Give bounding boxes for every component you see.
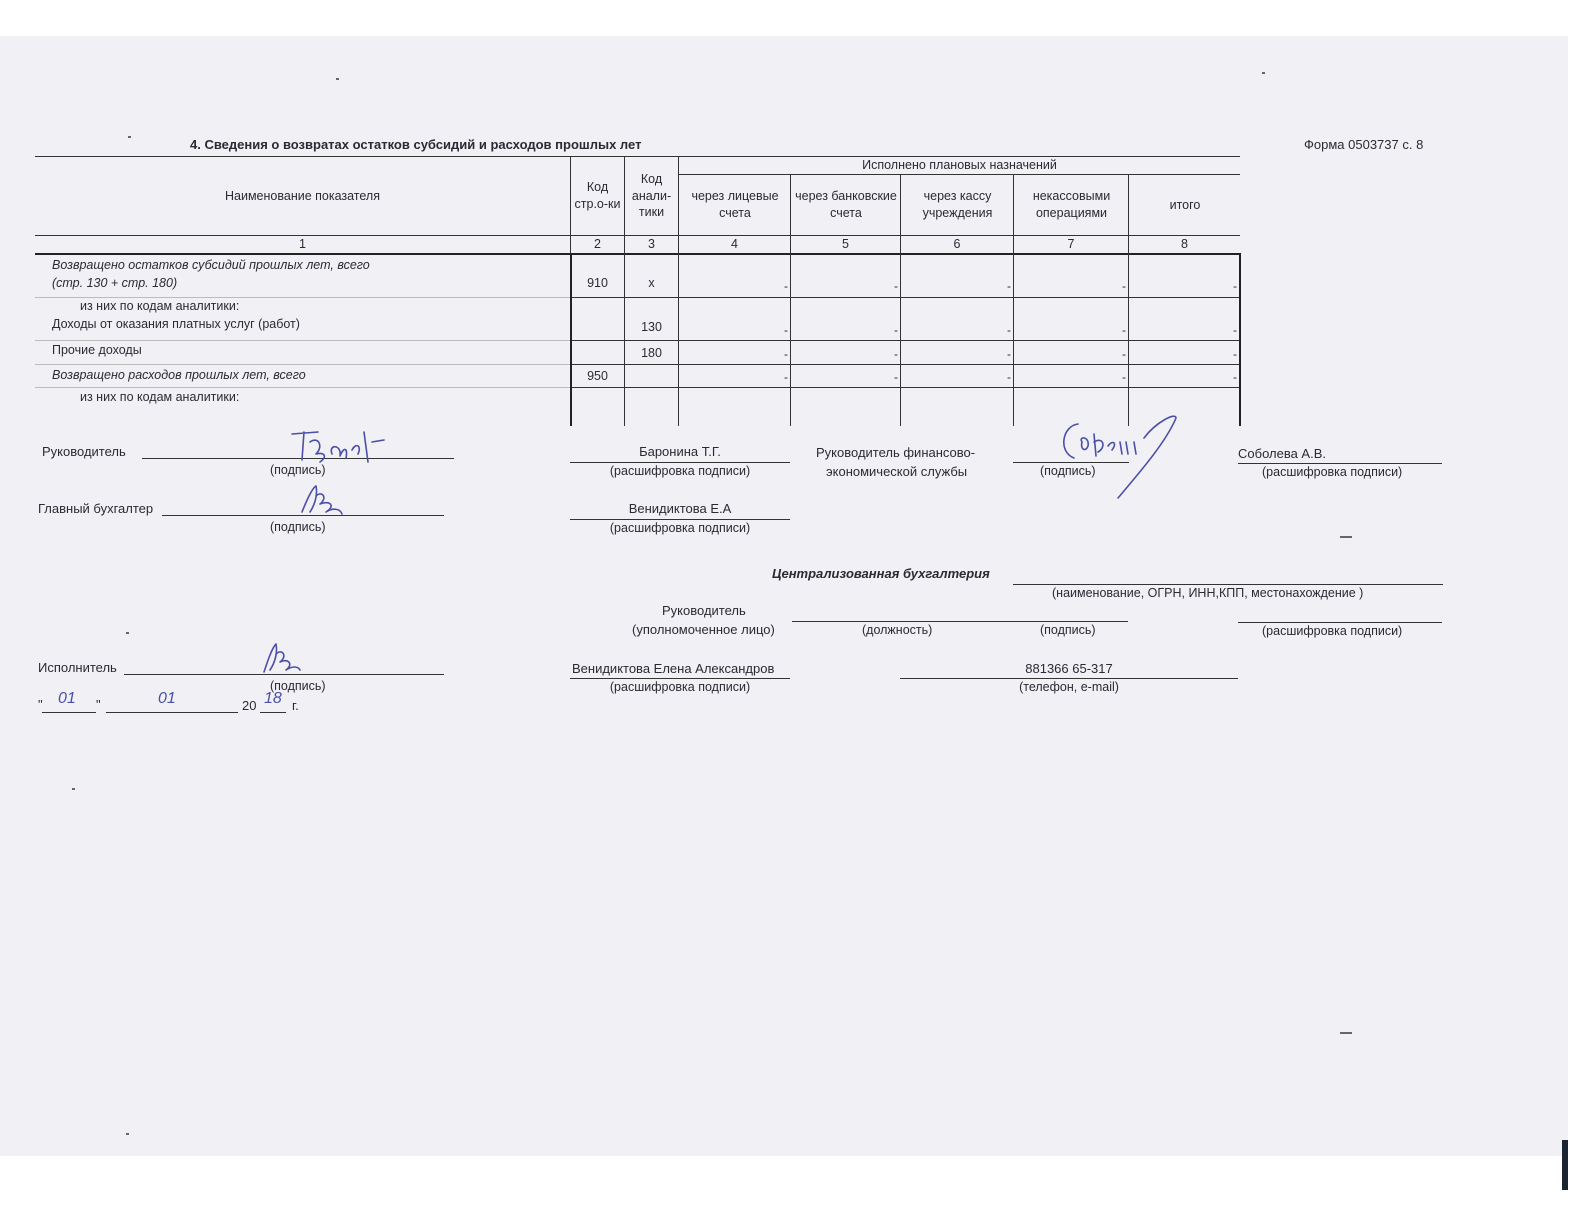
cell-dash: -	[1233, 323, 1237, 337]
cell-dash: -	[1007, 323, 1011, 337]
header-non-cash: некассовыми операциями	[1032, 189, 1111, 220]
decode-caption: (расшифровка подписи)	[1262, 624, 1403, 638]
cell-dash: -	[784, 279, 788, 293]
fin-head-label-2: экономической службы	[826, 464, 968, 479]
decode-caption: (расшифровка подписи)	[1262, 465, 1403, 479]
scan-speck	[126, 1133, 129, 1135]
signature-caption: (подпись)	[270, 679, 326, 693]
central-head-position-line	[792, 621, 1128, 622]
executor-decode-line	[570, 678, 790, 679]
col-divider	[678, 156, 679, 426]
scan-speck	[336, 78, 339, 80]
date-suffix: г.	[292, 698, 299, 713]
col-divider	[790, 174, 791, 426]
date-month: 01	[158, 690, 176, 707]
header-name: Наименование показателя	[225, 188, 380, 203]
central-head-decode-line	[1238, 622, 1442, 623]
cell-dash: -	[1233, 347, 1237, 361]
cell-dash: -	[1007, 279, 1011, 293]
date-year-line	[260, 712, 286, 713]
row-name: Прочие доходы	[52, 343, 142, 357]
scan-speck	[128, 136, 131, 138]
central-head-label: Руководитель	[662, 603, 746, 618]
header-cash-desk: через кассу учреждения	[922, 189, 993, 220]
header-total: итого	[1169, 197, 1201, 212]
chief-accountant-decode-line	[570, 519, 790, 520]
cell-dash: -	[1007, 347, 1011, 361]
fin-head-signature	[1056, 412, 1186, 504]
row-name: Возвращено расходов прошлых лет, всего	[52, 368, 306, 382]
phone-caption: (телефон, e-mail)	[1019, 680, 1119, 694]
cell-dash: -	[894, 370, 898, 384]
cell-dash: -	[784, 323, 788, 337]
table-right-border	[1239, 253, 1241, 426]
scan-speck	[1340, 536, 1352, 538]
central-accounting-caption: (наименование, ОГРН, ИНН,КПП, местонахождение )	[1052, 586, 1364, 600]
date-quote-open: "	[38, 697, 43, 712]
row-analytics: 180	[641, 345, 662, 360]
col-number: 7	[1067, 237, 1075, 252]
row-analytics: 130	[641, 319, 662, 334]
cell-dash: -	[894, 279, 898, 293]
row-name-sub: (стр. 130 + стр. 180)	[52, 276, 178, 290]
fin-head-decode-line	[1238, 463, 1442, 464]
row-divider	[570, 387, 1240, 388]
date-year: 18	[264, 690, 282, 707]
date-day: 01	[58, 690, 76, 707]
header-code-analytics: Код анали-тики	[631, 171, 672, 220]
header-code-row: Код стр.о-ки	[574, 180, 621, 211]
signature-caption: (подпись)	[1040, 623, 1096, 637]
col-divider	[1013, 174, 1014, 426]
date-month-line	[106, 712, 238, 713]
fin-head-label: Руководитель финансово-	[816, 445, 976, 460]
chief-accountant-label: Главный бухгалтер	[38, 501, 154, 516]
row-name: Возвращено остатков субсидий прошлых лет, всего	[52, 258, 370, 272]
scan-speck	[1340, 1032, 1352, 1034]
cell-dash: -	[1122, 323, 1126, 337]
numbers-row-border	[35, 253, 1240, 255]
date-quote-close: "	[96, 697, 101, 712]
scan-speck	[126, 632, 129, 634]
executor-label: Исполнитель	[38, 660, 117, 675]
executor-name: Венидиктова Елена Александров	[572, 661, 775, 676]
col-divider	[1128, 174, 1129, 426]
col-number: 5	[842, 237, 849, 252]
col-number: 2	[594, 237, 601, 252]
central-accounting-label: Централизованная бухгалтерия	[772, 566, 990, 581]
row-name-note: из них по кодам аналитики:	[80, 390, 240, 404]
scan-edge	[1562, 1140, 1568, 1190]
cell-dash: -	[1122, 370, 1126, 384]
chief-accountant-signature	[298, 482, 358, 518]
position-caption: (должность)	[862, 623, 933, 637]
cell-dash: -	[784, 347, 788, 361]
head-label: Руководитель	[42, 444, 126, 459]
decode-caption: (расшифровка подписи)	[609, 464, 751, 478]
decode-caption: (расшифровка подписи)	[609, 680, 751, 694]
signature-caption: (подпись)	[270, 520, 326, 534]
cell-dash: -	[894, 347, 898, 361]
scan-speck	[72, 788, 75, 790]
cell-dash: -	[1233, 279, 1237, 293]
row-code: 950	[587, 368, 608, 383]
col-number: 6	[953, 237, 961, 252]
row-analytics: x	[648, 275, 655, 290]
col-number: 3	[648, 237, 655, 252]
cell-dash: -	[1122, 347, 1126, 361]
head-decode-line	[570, 462, 790, 463]
group-header-divider	[678, 174, 1240, 175]
row-code: 910	[587, 275, 608, 290]
chief-accountant-name: Венидиктова Е.А	[628, 501, 732, 516]
row-divider	[570, 340, 1240, 341]
col-number: 1	[299, 237, 306, 252]
scan-speck	[1262, 72, 1265, 74]
row-name-note: из них по кодам аналитики:	[80, 299, 240, 313]
row-name: Доходы от оказания платных услуг (работ)	[52, 317, 300, 331]
cell-dash: -	[1007, 370, 1011, 384]
executor-phone-line	[900, 678, 1238, 679]
signature-caption: (подпись)	[270, 463, 326, 477]
decode-caption: (расшифровка подписи)	[609, 521, 751, 535]
central-accounting-line	[1013, 584, 1443, 585]
col-number: 4	[731, 237, 738, 252]
head-name: Баронина Т.Г.	[639, 444, 721, 459]
col-divider	[900, 174, 901, 426]
row-divider	[570, 364, 1240, 365]
col-number: 8	[1181, 237, 1188, 252]
cell-dash: -	[1233, 370, 1237, 384]
cell-dash: -	[894, 323, 898, 337]
section-title: 4. Сведения о возвратах остатков субсидий и расходов прошлых лет	[190, 137, 642, 152]
executor-signature	[260, 640, 310, 676]
form-reference: Форма 0503737 с. 8	[1304, 137, 1424, 152]
header-bank-accounts: через банковские счета	[795, 189, 897, 220]
date-day-line	[42, 712, 96, 713]
row-divider	[570, 297, 1240, 298]
executor-phone: 881366 65-317	[1025, 661, 1113, 676]
header-group-executed: Исполнено плановых назначений	[862, 157, 1057, 172]
fin-head-name: Соболева А.В.	[1238, 446, 1326, 461]
header-personal-accounts: через лицевые счета	[691, 189, 779, 220]
head-signature	[288, 424, 408, 468]
signature-caption: (подпись)	[1040, 464, 1096, 478]
cell-dash: -	[784, 370, 788, 384]
central-head-label-2: (уполномоченное лицо)	[632, 622, 775, 637]
cell-dash: -	[1122, 279, 1126, 293]
date-year-prefix: 20	[242, 698, 257, 713]
